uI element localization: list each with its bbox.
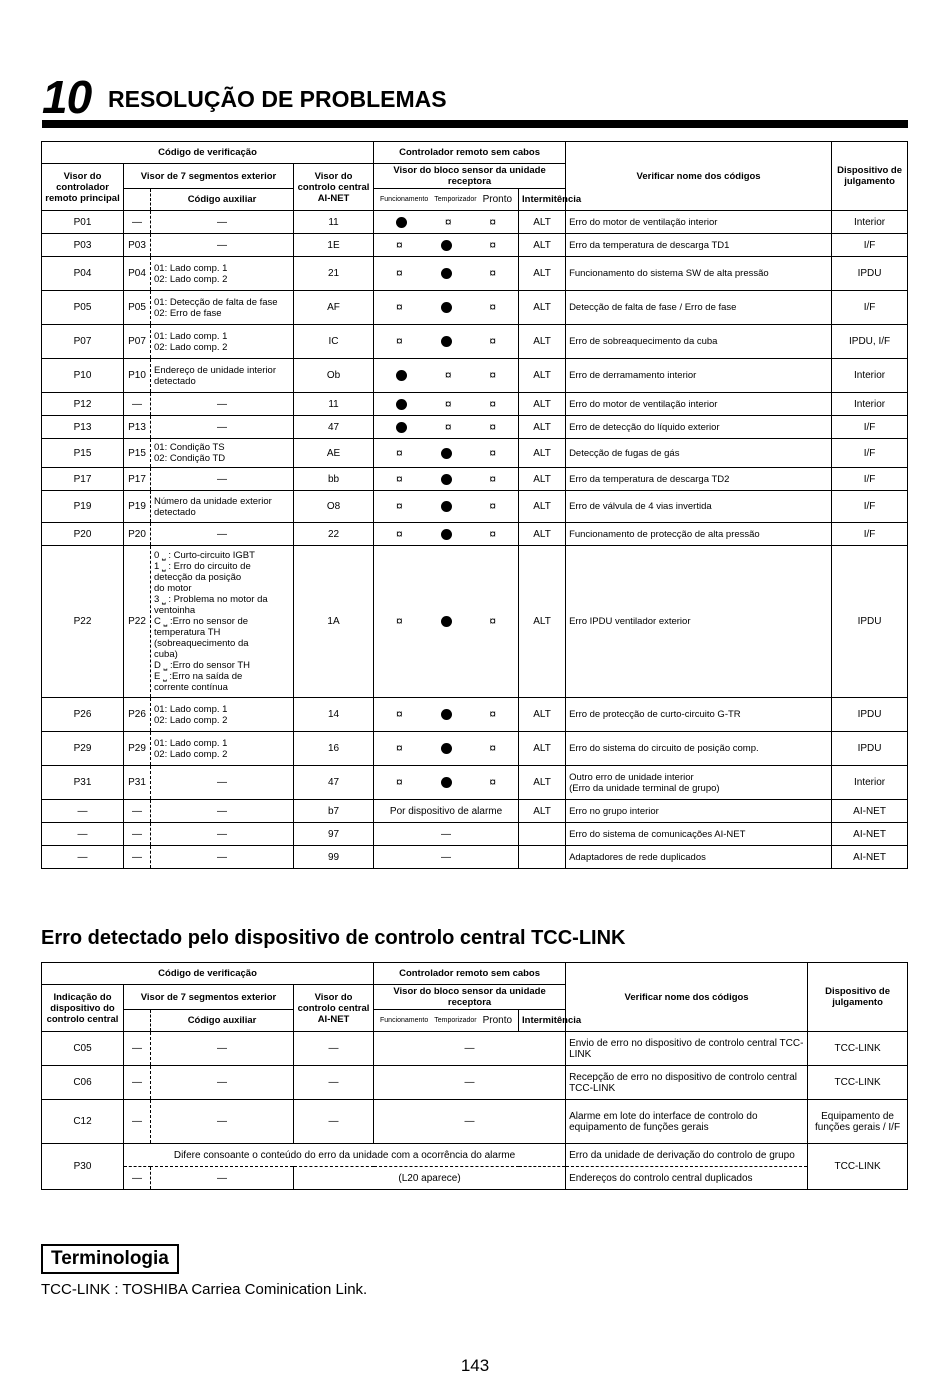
code-name: Erro de detecção do líquido exterior <box>566 416 832 439</box>
seg7-code: — <box>124 1167 151 1190</box>
ainet-code: 11 <box>294 211 374 234</box>
aux-code: — <box>151 416 294 439</box>
ainet-code: AF <box>294 291 374 325</box>
main-remote-code: P13 <box>42 416 124 439</box>
p30-note: Difere consoante o conteúdo do erro da unidade com a ocorrência do alarme <box>124 1144 566 1167</box>
main-remote-code: P19 <box>42 491 124 523</box>
ainet-code: O8 <box>294 491 374 523</box>
ainet-code: 22 <box>294 523 374 546</box>
seg7-header: Visor de 7 segmentos exterior <box>124 164 294 189</box>
lamp-on-icon <box>396 399 407 410</box>
lamp-blink-icon: ¤ <box>395 707 403 721</box>
aux-code: — <box>151 523 294 546</box>
main-remote-code: P15 <box>42 439 124 468</box>
flash-indicator: ALT <box>519 766 566 800</box>
code-name: Erro de válvula de 4 vias invertida <box>566 491 832 523</box>
lamp-on-icon <box>396 370 407 381</box>
judgment-device: I/F <box>832 291 908 325</box>
lamp-blink-icon: ¤ <box>489 471 497 486</box>
code-name: Erro IPDU ventilador exterior <box>566 546 832 698</box>
flash-indicator: ALT <box>519 698 566 732</box>
seg7-code: — <box>124 1100 151 1144</box>
table-row <box>42 800 908 823</box>
main-remote-code: P22 <box>42 546 124 698</box>
lamp-blink-icon: ¤ <box>444 396 452 411</box>
central-code: C06 <box>42 1066 124 1100</box>
code-name: Erro do motor de ventilação interior <box>566 211 832 234</box>
operation-header: Funcionamento <box>380 196 429 203</box>
seg7-code: P05 <box>124 291 151 325</box>
table-row <box>42 523 908 546</box>
main-remote-code: — <box>42 823 124 846</box>
seg7-code: — <box>124 1032 151 1066</box>
lamp-text: (L20 aparece) <box>294 1167 566 1190</box>
main-remote-code: P20 <box>42 523 124 546</box>
table-row <box>42 732 908 766</box>
tcc-link-table <box>41 962 908 1190</box>
ainet-code: AE <box>294 439 374 468</box>
lamp-text: — <box>374 1066 566 1100</box>
aux-code: — <box>151 393 294 416</box>
judgment-device: IPDU <box>832 546 908 698</box>
table-row <box>42 359 908 393</box>
seg7-code: — <box>124 800 151 823</box>
code-name: Funcionamento de protecção de alta pressão <box>566 523 832 546</box>
judgment-device: Equipamento de funções gerais / I/F <box>808 1100 908 1144</box>
code-name: Erro no grupo interior <box>566 800 832 823</box>
ainet-code: 14 <box>294 698 374 732</box>
ainet-code: b7 <box>294 800 374 823</box>
lamp-blink-icon: ¤ <box>489 368 497 382</box>
ainet-code: — <box>294 1032 374 1066</box>
judgment-device: I/F <box>832 234 908 257</box>
aux-code: 01: Lado comp. 1 02: Lado comp. 2 <box>151 325 294 359</box>
main-remote-code: P04 <box>42 257 124 291</box>
code-name: Detecção de fugas de gás <box>566 439 832 468</box>
flash-indicator: ALT <box>519 416 566 439</box>
flash-indicator: ALT <box>519 325 566 359</box>
lamp-on-icon <box>441 777 452 788</box>
seg7-code: P07 <box>124 325 151 359</box>
ainet-code: 97 <box>294 823 374 846</box>
table-row <box>42 468 908 491</box>
ainet-code: — <box>294 1100 374 1144</box>
ready-header: Pronto <box>482 194 513 205</box>
tcc-ainet-header: Visor do controlo central AI-NET <box>294 985 374 1032</box>
main-remote-code: P26 <box>42 698 124 732</box>
table-row <box>42 491 908 523</box>
verification-code-header: Código de verificação <box>42 142 374 164</box>
code-name: Erro do motor de ventilação interior <box>566 393 832 416</box>
flash-indicator: ALT <box>519 732 566 766</box>
judgment-device: I/F <box>832 468 908 491</box>
lamp-blink-icon: ¤ <box>395 499 403 513</box>
judgment-device: TCC-LINK <box>808 1032 908 1066</box>
code-name: Erro da unidade de derivação do controlo de grupo <box>566 1144 808 1167</box>
aux-code: — <box>151 823 294 846</box>
lamp-blink-icon: ¤ <box>489 775 497 789</box>
judgment-device: I/F <box>832 416 908 439</box>
judgment-device: IPDU <box>832 732 908 766</box>
seg7-code: P26 <box>124 698 151 732</box>
tcc-remote-controller-header: Controlador remoto sem cabos <box>374 963 566 985</box>
seg7-code: P04 <box>124 257 151 291</box>
ainet-code: 99 <box>294 846 374 869</box>
tcc-verification-code-header: Código de verificação <box>42 963 374 985</box>
main-remote-code: P29 <box>42 732 124 766</box>
aux-code: 01: Detecção de falta de fase 02: Erro de fase <box>151 291 294 325</box>
code-name: Erro do sistema de comunicações AI-NET <box>566 823 832 846</box>
central-code: C05 <box>42 1032 124 1066</box>
lamp-text: — <box>374 1032 566 1066</box>
aux-code: — <box>151 211 294 234</box>
terminology-title: Terminologia <box>41 1244 179 1274</box>
ainet-code: — <box>294 1066 374 1100</box>
judgment-device: IPDU, I/F <box>832 325 908 359</box>
code-name: Funcionamento do sistema SW de alta pressão <box>566 257 832 291</box>
table-row <box>42 257 908 291</box>
seg7-code: — <box>124 211 151 234</box>
judgment-device: Interior <box>832 211 908 234</box>
judgment-device: I/F <box>832 523 908 546</box>
flash-indicator: ALT <box>519 393 566 416</box>
ainet-code: 47 <box>294 416 374 439</box>
aux-code: — <box>151 234 294 257</box>
lamp-blink-icon: ¤ <box>444 214 452 229</box>
main-remote-code: — <box>42 800 124 823</box>
aux-code: 01: Lado comp. 1 02: Lado comp. 2 <box>151 732 294 766</box>
flashing-header: Intermitência <box>519 189 566 211</box>
table-row <box>42 698 908 732</box>
aux-code: — <box>151 1100 294 1144</box>
main-remote-code: P03 <box>42 234 124 257</box>
flash-indicator: ALT <box>519 439 566 468</box>
code-name: Outro erro de unidade interior (Erro da unidade terminal de grupo) <box>566 766 832 800</box>
aux-code: 01: Lado comp. 1 02: Lado comp. 2 <box>151 698 294 732</box>
seg7-code: P20 <box>124 523 151 546</box>
main-remote-code: P01 <box>42 211 124 234</box>
terminology-text: TCC-LINK : TOSHIBA Carriea Cominication Link. <box>41 1281 368 1298</box>
page-number: 143 <box>460 1356 490 1375</box>
tcc-check-names-header: Verificar nome dos códigos <box>566 963 808 1032</box>
check-names-header: Verificar nome dos códigos <box>566 142 832 211</box>
table-row <box>42 234 908 257</box>
main-remote-code: P10 <box>42 359 124 393</box>
seg7-code: — <box>124 846 151 869</box>
lamp-blink-icon: ¤ <box>489 707 497 721</box>
seg7-code: P31 <box>124 766 151 800</box>
flash-indicator: ALT <box>519 468 566 491</box>
aux-code: — <box>151 846 294 869</box>
tcc-aux-code-header: Código auxiliar <box>151 1010 294 1032</box>
lamp-blink-icon: ¤ <box>395 445 403 460</box>
tcc-flashing-header: Intermitência <box>519 1010 566 1032</box>
error-code-table <box>41 141 908 869</box>
table-row <box>42 1167 908 1190</box>
tcc-sensor-block-header: Visor do bloco sensor da unidade receptora <box>374 985 566 1010</box>
table-row <box>42 1066 908 1100</box>
ainet-header: Visor do controlo central AI-NET <box>294 164 374 211</box>
flash-indicator: ALT <box>519 800 566 823</box>
ainet-code: 16 <box>294 732 374 766</box>
tcc-ready-header: Pronto <box>482 1015 513 1026</box>
lamp-blink-icon: ¤ <box>395 300 403 314</box>
tcc-judgment-device-header: Dispositivo de julgamento <box>808 963 908 1032</box>
aux-code: 0 ⎵ : Curto-circuito IGBT 1 ⎵ : Erro do circuito de detecção da posição do motor 3 ⎵ : Problema no motor da ventoinha C ⎵ :Erro no sensor de temperatura TH (sobreaquecimento da cuba) D ⎵ :Erro do sensor TH E ⎵ :Erro na saída de corrente contínua <box>151 546 294 698</box>
lamp-blink-icon: ¤ <box>395 775 403 789</box>
lamp-blink-icon: ¤ <box>489 445 497 460</box>
central-indication-header: Indicação do dispositivo do controlo central <box>42 985 124 1032</box>
seg7-code: P03 <box>124 234 151 257</box>
flash-indicator: ALT <box>519 546 566 698</box>
aux-code: 01: Condição TS 02: Condição TD <box>151 439 294 468</box>
code-name: Erro da temperatura de descarga TD2 <box>566 468 832 491</box>
aux-code: Endereço de unidade interior detectado <box>151 359 294 393</box>
judgment-device: TCC-LINK <box>808 1144 908 1190</box>
central-code: P30 <box>42 1144 124 1190</box>
lamp-blink-icon: ¤ <box>395 237 403 252</box>
lamp-blink-icon: ¤ <box>395 614 403 628</box>
ainet-code: 11 <box>294 393 374 416</box>
code-name: Recepção de erro no dispositivo de controlo central TCC-LINK <box>566 1066 808 1100</box>
tcc-seg7-header: Visor de 7 segmentos exterior <box>124 985 294 1010</box>
chapter-title: RESOLUÇÃO DE PROBLEMAS <box>108 86 447 112</box>
judgment-device: I/F <box>832 491 908 523</box>
lamp-on-icon <box>441 743 452 754</box>
table-row <box>42 846 908 869</box>
code-name: Erro de protecção de curto-circuito G-TR <box>566 698 832 732</box>
aux-code: — <box>151 1066 294 1100</box>
lamp-blink-icon: ¤ <box>444 368 452 382</box>
lamp-blink-icon: ¤ <box>489 300 497 314</box>
judgment-device: AI-NET <box>832 823 908 846</box>
lamp-on-icon <box>441 302 452 313</box>
judgment-device: Interior <box>832 393 908 416</box>
judgment-device: IPDU <box>832 698 908 732</box>
tcc-link-section-title: Erro detectado pelo dispositivo de controlo central TCC-LINK <box>41 927 626 949</box>
ainet-code: 21 <box>294 257 374 291</box>
judgment-device: IPDU <box>832 257 908 291</box>
table-row <box>42 416 908 439</box>
table-row <box>42 1100 908 1144</box>
judgment-device: Interior <box>832 359 908 393</box>
lamp-blink-icon: ¤ <box>489 419 497 434</box>
main-remote-code: P12 <box>42 393 124 416</box>
flash-indicator: ALT <box>519 523 566 546</box>
lamp-on-icon <box>441 268 452 279</box>
lamp-blink-icon: ¤ <box>395 741 403 755</box>
ainet-code: 1A <box>294 546 374 698</box>
lamp-blink-icon: ¤ <box>395 334 403 348</box>
chapter-number: 10 <box>42 71 92 123</box>
judgment-device: I/F <box>832 439 908 468</box>
judgment-device: Interior <box>832 766 908 800</box>
lamp-on-icon <box>441 474 452 485</box>
code-name: Erro do sistema do circuito de posição comp. <box>566 732 832 766</box>
code-name: Erro de derramamento interior <box>566 359 832 393</box>
lamp-blink-icon: ¤ <box>489 237 497 252</box>
lamp-blink-icon: ¤ <box>395 471 403 486</box>
lamp-on-icon <box>441 616 452 627</box>
lamp-text: — <box>374 846 519 869</box>
ainet-code: bb <box>294 468 374 491</box>
seg7-code: P13 <box>124 416 151 439</box>
seg7-code: P10 <box>124 359 151 393</box>
main-remote-code: — <box>42 846 124 869</box>
table-row <box>42 439 908 468</box>
code-name: Erro da temperatura de descarga TD1 <box>566 234 832 257</box>
lamp-on-icon <box>441 709 452 720</box>
flash-indicator: ALT <box>519 359 566 393</box>
lamp-on-icon <box>396 217 407 228</box>
seg7-code: P17 <box>124 468 151 491</box>
aux-code: — <box>151 1167 294 1190</box>
judgment-device: AI-NET <box>832 800 908 823</box>
lamp-blink-icon: ¤ <box>444 419 452 434</box>
table-row <box>42 1144 908 1167</box>
main-remote-header: Visor do controlador remoto principal <box>42 164 124 211</box>
lamp-on-icon <box>441 240 452 251</box>
ainet-code: 47 <box>294 766 374 800</box>
lamp-on-icon <box>441 529 452 540</box>
table-row <box>42 823 908 846</box>
ainet-code: Ob <box>294 359 374 393</box>
lamp-blink-icon: ¤ <box>395 266 403 280</box>
lamp-blink-icon: ¤ <box>489 741 497 755</box>
main-remote-code: P07 <box>42 325 124 359</box>
flash-indicator <box>519 846 566 869</box>
code-name: Endereços do controlo central duplicados <box>566 1167 808 1190</box>
chapter-heading <box>42 70 908 128</box>
table-row <box>42 211 908 234</box>
table-row <box>42 766 908 800</box>
table-row <box>42 1032 908 1066</box>
timer-header: Temporizador <box>434 196 477 203</box>
lamp-text: Por dispositivo de alarme <box>374 800 519 823</box>
lamp-text: — <box>374 1100 566 1144</box>
lamp-blink-icon: ¤ <box>489 526 497 541</box>
ainet-code: IC <box>294 325 374 359</box>
lamp-on-icon <box>441 336 452 347</box>
seg7-code: — <box>124 823 151 846</box>
flash-indicator <box>519 823 566 846</box>
aux-code: — <box>151 766 294 800</box>
lamp-blink-icon: ¤ <box>489 214 497 229</box>
lamp-on-icon <box>396 422 407 433</box>
main-remote-code: P31 <box>42 766 124 800</box>
judgment-device: AI-NET <box>832 846 908 869</box>
table-row <box>42 325 908 359</box>
aux-code: — <box>151 468 294 491</box>
seg7-code: P22 <box>124 546 151 698</box>
table-row <box>42 291 908 325</box>
flash-indicator: ALT <box>519 491 566 523</box>
aux-code: Número da unidade exterior detectado <box>151 491 294 523</box>
sensor-block-header: Visor do bloco sensor da unidade receptora <box>374 164 566 189</box>
remote-controller-header: Controlador remoto sem cabos <box>374 142 566 164</box>
table-row <box>42 546 908 698</box>
main-remote-code: P05 <box>42 291 124 325</box>
lamp-blink-icon: ¤ <box>395 526 403 541</box>
lamp-blink-icon: ¤ <box>489 334 497 348</box>
flash-indicator: ALT <box>519 257 566 291</box>
lamp-blink-icon: ¤ <box>489 499 497 513</box>
lamp-on-icon <box>441 501 452 512</box>
central-code: C12 <box>42 1100 124 1144</box>
seg7-code: P19 <box>124 491 151 523</box>
lamp-blink-icon: ¤ <box>489 614 497 628</box>
tcc-operation-header: Funcionamento <box>380 1017 429 1024</box>
flash-indicator: ALT <box>519 291 566 325</box>
code-name: Erro de sobreaquecimento da cuba <box>566 325 832 359</box>
seg7-code: P29 <box>124 732 151 766</box>
lamp-blink-icon: ¤ <box>489 396 497 411</box>
code-name: Detecção de falta de fase / Erro de fase <box>566 291 832 325</box>
code-name: Alarme em lote do interface de controlo do equipamento de funções gerais <box>566 1100 808 1144</box>
aux-code: 01: Lado comp. 1 02: Lado comp. 2 <box>151 257 294 291</box>
seg7-code: — <box>124 393 151 416</box>
aux-code: — <box>151 800 294 823</box>
seg7-code: — <box>124 1066 151 1100</box>
lamp-blink-icon: ¤ <box>489 266 497 280</box>
judgment-device-header: Dispositivo de julgamento <box>832 142 908 211</box>
tcc-timer-header: Temporizador <box>434 1017 477 1024</box>
ainet-code: 1E <box>294 234 374 257</box>
seg7-code: P15 <box>124 439 151 468</box>
code-name: Envio de erro no dispositivo de controlo central TCC-LINK <box>566 1032 808 1066</box>
judgment-device: TCC-LINK <box>808 1066 908 1100</box>
flash-indicator: ALT <box>519 234 566 257</box>
lamp-on-icon <box>441 448 452 459</box>
table-row <box>42 393 908 416</box>
main-remote-code: P17 <box>42 468 124 491</box>
flash-indicator: ALT <box>519 211 566 234</box>
aux-code-header: Código auxiliar <box>151 189 294 211</box>
aux-code: — <box>151 1032 294 1066</box>
code-name: Adaptadores de rede duplicados <box>566 846 832 869</box>
lamp-text: — <box>374 823 519 846</box>
